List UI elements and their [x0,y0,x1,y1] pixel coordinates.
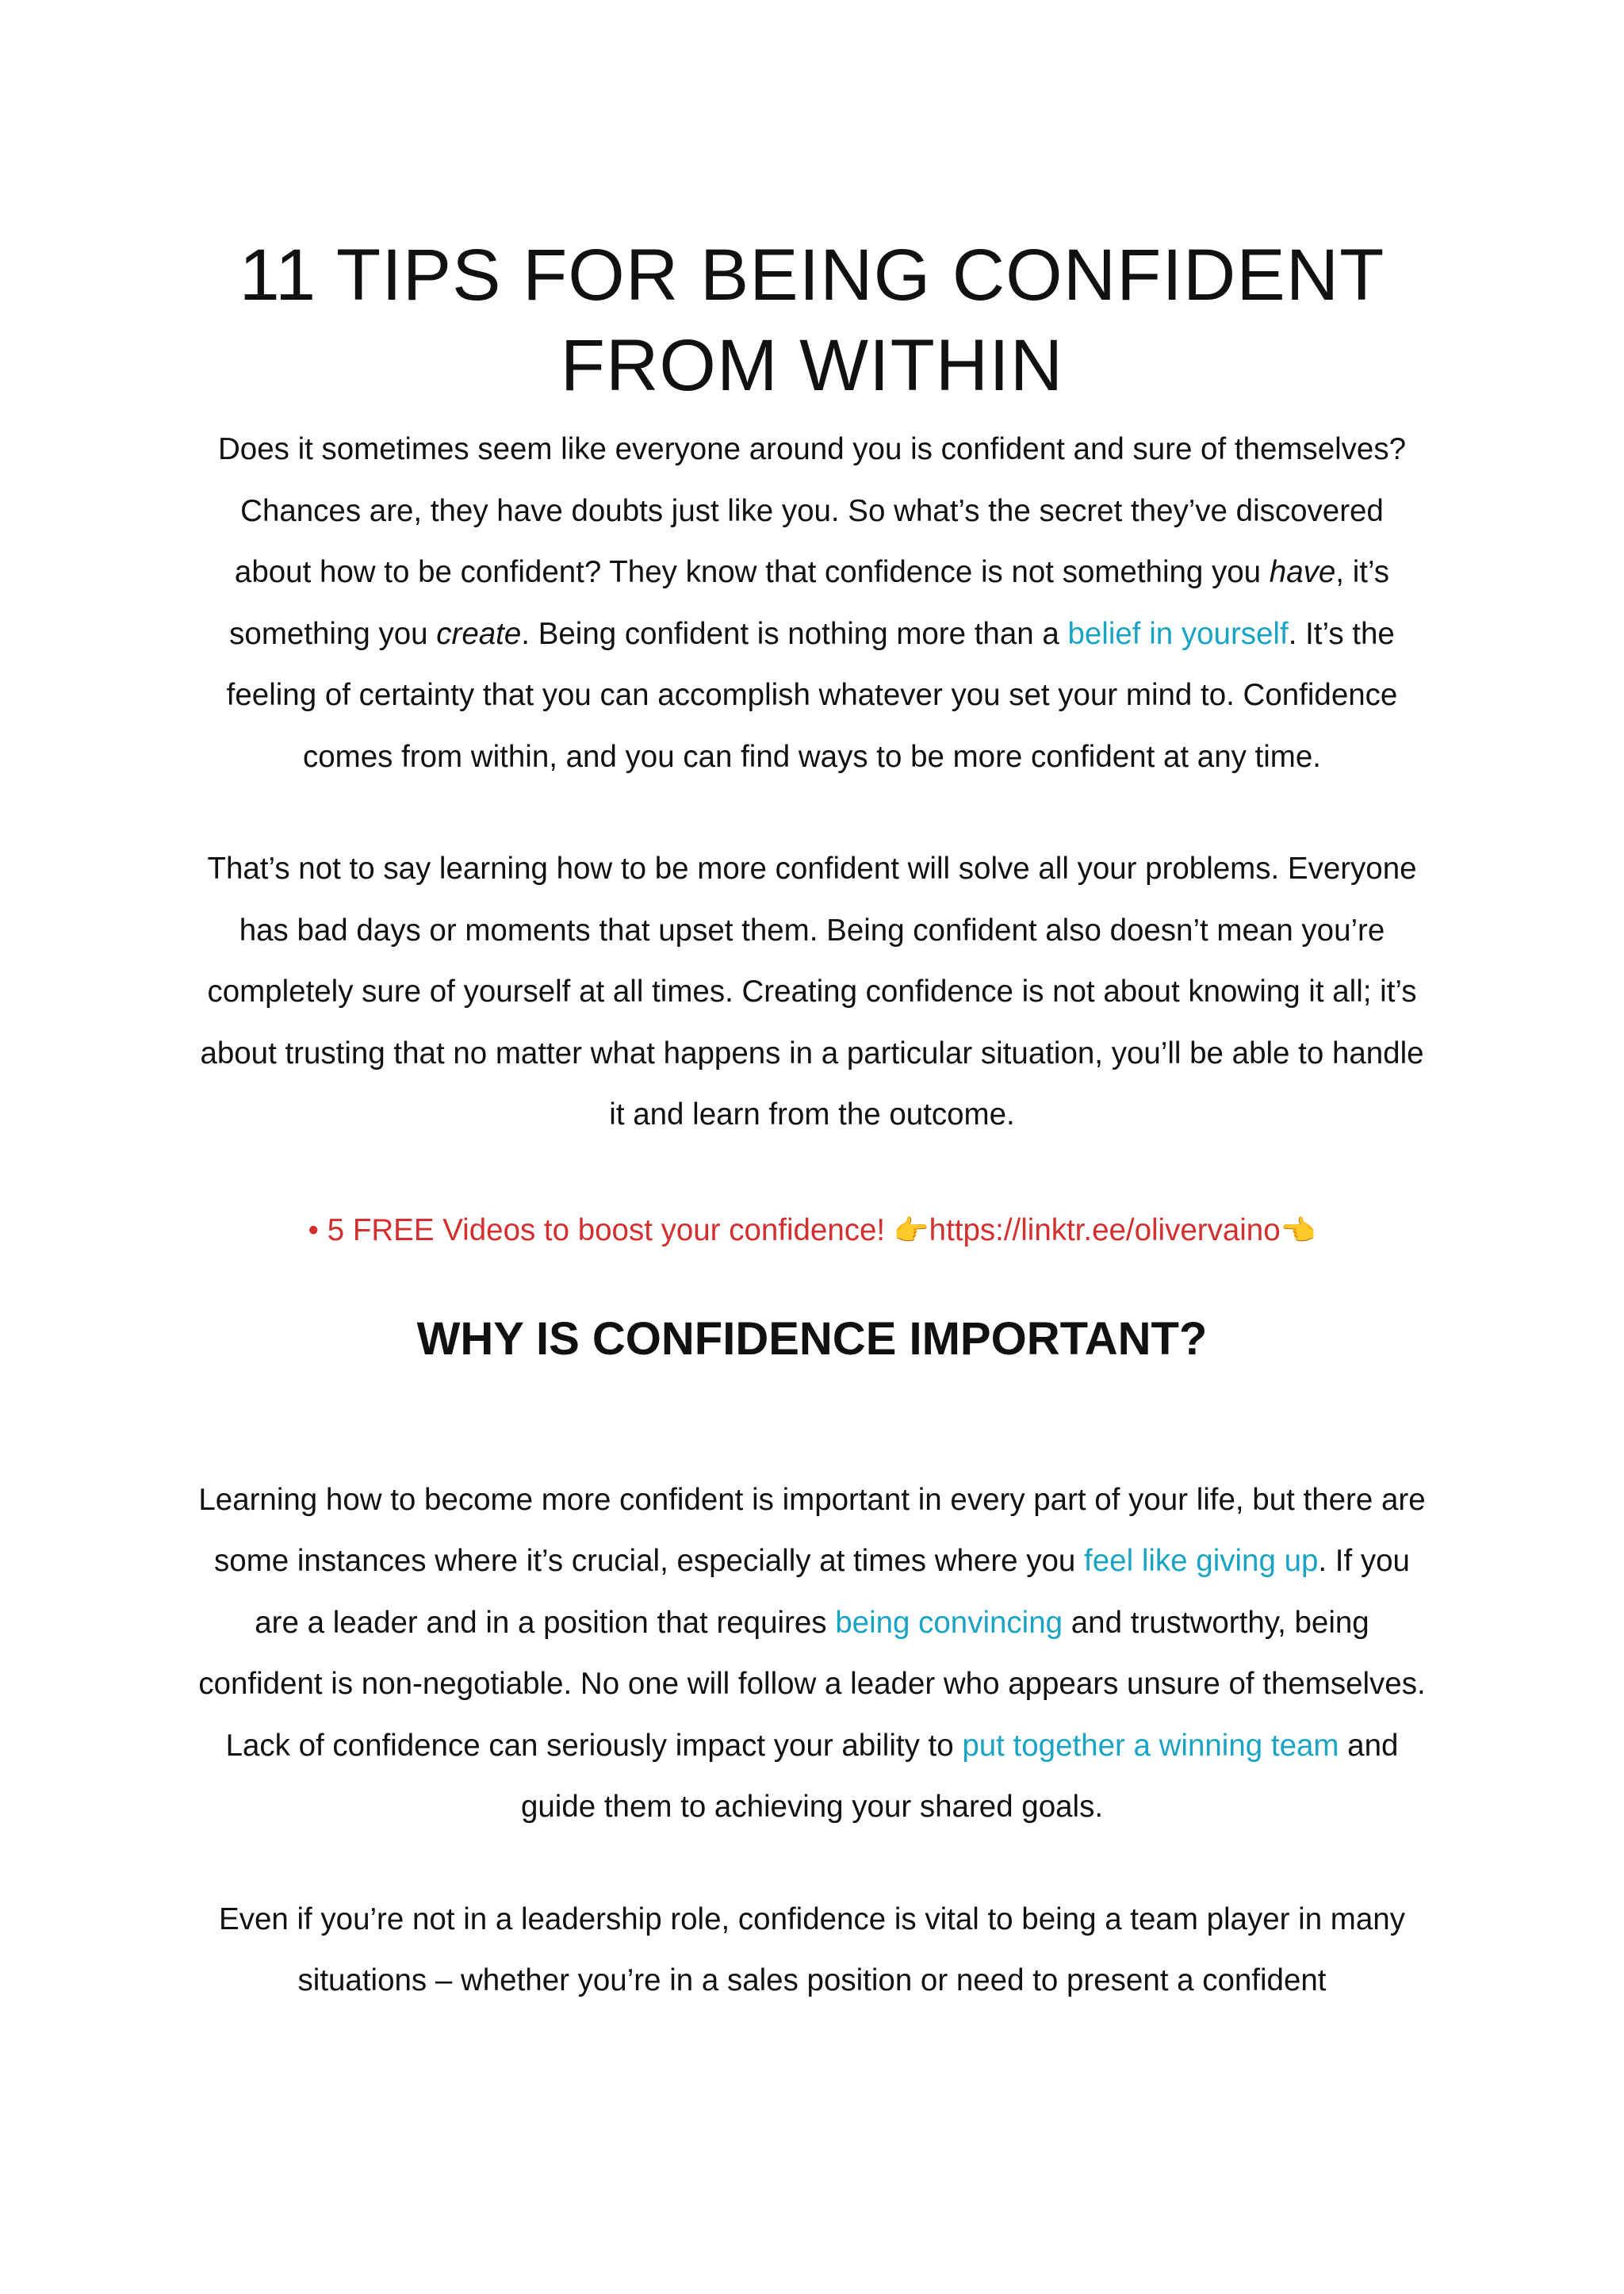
intro-text-4: . It’s the feeling of certainty that you can accomplish whatever you set your mind to. Confidence comes from within, and you can find ways to be more confident at any time. [226,616,1398,774]
promo-url-link[interactable]: https://linktr.ee/olivervaino [929,1212,1281,1247]
promo-bullet: • [308,1212,320,1247]
third-text-1: Learning how to become more confident is important in every part of your life, but there are some instances where it’s crucial, especially at times where you [198,1482,1426,1578]
promo-line [198,1200,1426,1262]
third-text-3: and trustworthy, being confident is non-negotiable. No one will follow a leader who appears unsure of themselves. Lack of confidence can seriously impact your ability to [198,1605,1426,1763]
being-convincing-link[interactable]: being convincing [835,1605,1063,1640]
intro-text-1: Does it sometimes seem like everyone around you is confident and sure of themselves? Chances are, they have doubts just like you. So what’s the secret they’ve discovered about how to be confident? They know that confidence is not something you [218,432,1406,589]
third-text-2: . If you are a leader and in a position that requires [255,1544,1410,1640]
pointing-right-icon: 👉 [893,1214,929,1247]
page-title-line-2: FROM WITHIN [560,325,1064,406]
intro-italic-create: create [436,616,522,651]
third-text-4: and guide them to achieving your shared goals. [520,1728,1399,1824]
section-heading: WHY IS CONFIDENCE IMPORTANT? [416,1312,1208,1365]
feel-like-giving-up-link[interactable]: feel like giving up [1084,1544,1319,1578]
intro-text-3: . Being confident is nothing more than a [521,616,1068,651]
promo-text: 5 FREE Videos to boost your confidence! [327,1212,886,1247]
intro-italic-have: have [1269,555,1336,589]
article-content [198,230,1426,2012]
intro-paragraph [198,419,1426,787]
third-paragraph [198,1469,1426,1838]
page-title [198,230,1426,411]
winning-team-link[interactable]: put together a winning team [962,1728,1339,1763]
belief-in-yourself-link[interactable]: belief in yourself [1067,616,1289,651]
second-paragraph: That’s not to say learning how to be more confident will solve all your problems. Everyone has bad days or moments that upset them. Being confident also doesn’t mean you’re completely sure of yourself at all times. Creating confidence is not about knowing it all; it’s about trusting that no matter what happens in a particular situation, you’ll be able to handle it and learn from the outcome. [200,852,1424,1132]
page-title-line-1: 11 TIPS FOR BEING CONFIDENT [239,235,1385,316]
pointing-left-icon: 👈 [1280,1214,1316,1247]
fourth-paragraph: Even if you’re not in a leadership role, confidence is vital to being a team player in many situations – whether you’re in a sales position or need to present a confident [219,1901,1405,1997]
intro-text-2: , it’s something you [229,555,1390,651]
